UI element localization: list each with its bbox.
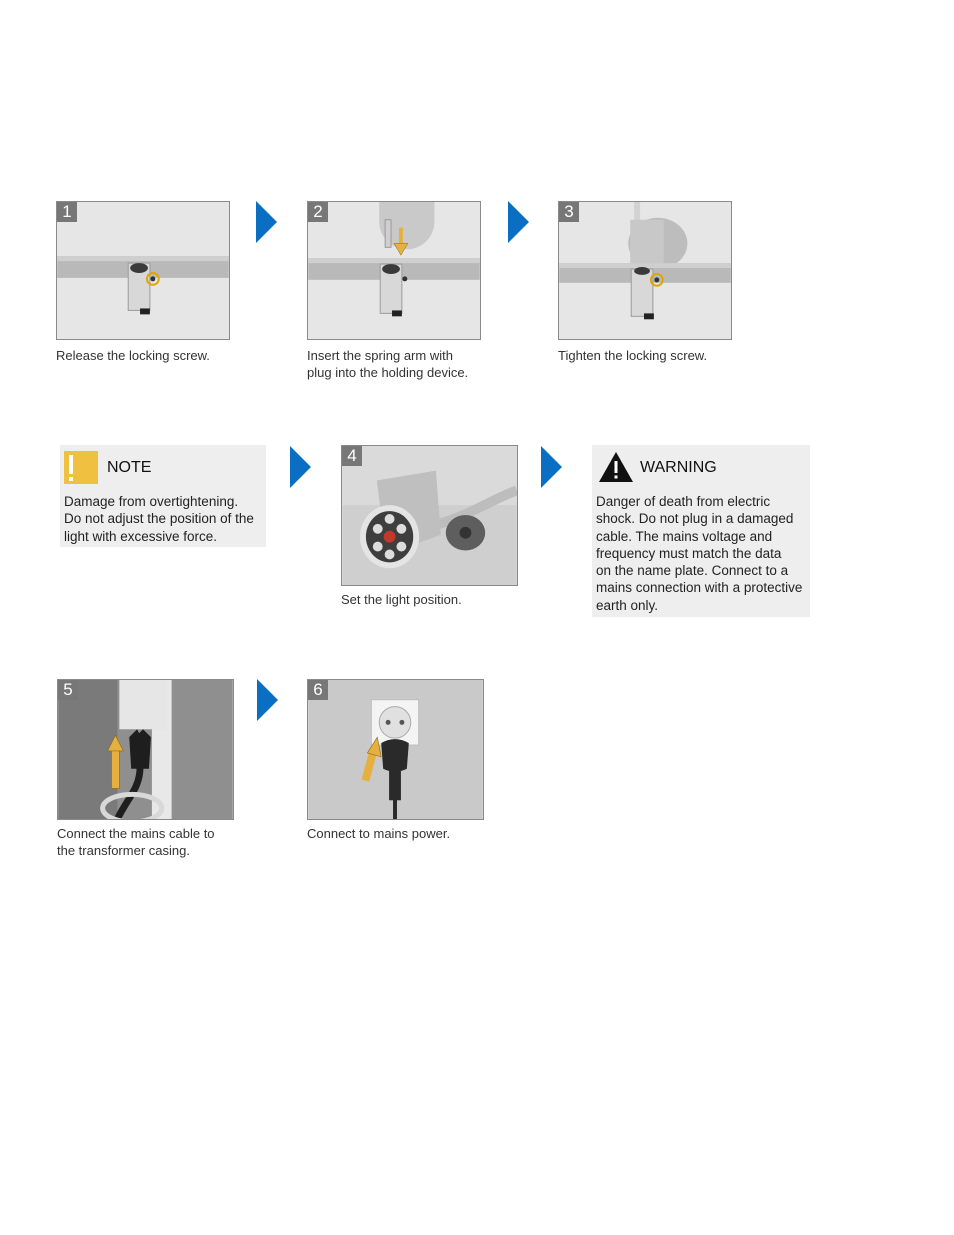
caption-line: the transformer casing. — [57, 843, 190, 858]
next-step-arrow — [257, 679, 278, 721]
warning-line: shock. Do not plug in a damaged — [596, 511, 794, 527]
step-6-image — [307, 679, 484, 820]
caption-line: Connect the mains cable to — [57, 826, 215, 841]
step-4-image — [341, 445, 518, 586]
warning-triangle-icon — [598, 451, 634, 483]
step-5-caption — [57, 825, 215, 859]
step-5-image — [57, 679, 234, 820]
light-head-illustration — [342, 446, 517, 585]
step-6-caption: Connect to mains power. — [307, 826, 451, 841]
caption-line: plug into the holding device. — [307, 365, 469, 380]
step-number: 5 — [58, 680, 78, 700]
caption-line: Insert the spring arm with — [307, 348, 453, 363]
warning-line: cable. The mains voltage and — [596, 528, 773, 544]
note-text — [64, 493, 268, 545]
transformer-cable-illustration — [58, 680, 233, 819]
note-box — [60, 445, 266, 547]
next-step-arrow — [508, 201, 529, 243]
note-title: NOTE — [107, 459, 152, 476]
warning-line: on the name plate. Connect to a — [596, 563, 789, 579]
step-3-image — [558, 201, 732, 340]
warning-line: mains connection with a protective — [596, 580, 803, 596]
step-1-image — [56, 201, 230, 340]
step-number: 1 — [57, 202, 77, 222]
step-1-caption: Release the locking screw. — [56, 348, 210, 363]
warning-text — [596, 493, 810, 614]
mains-socket-illustration — [308, 680, 483, 819]
step-number: 3 — [559, 202, 579, 222]
warning-line: Danger of death from electric — [596, 494, 771, 509]
next-step-arrow — [290, 446, 311, 488]
insert-spring-arm-illustration — [308, 202, 480, 339]
warning-title: WARNING — [640, 459, 717, 476]
note-line: Damage from overtightening. — [64, 494, 239, 509]
step-2-caption — [307, 347, 468, 381]
next-step-arrow — [541, 446, 562, 488]
holding-device-illustration — [57, 202, 229, 339]
note-icon — [64, 451, 98, 484]
step-2-image — [307, 201, 481, 340]
warning-line: frequency must match the data — [596, 545, 782, 561]
warning-line: earth only. — [596, 597, 659, 613]
step-number: 2 — [308, 202, 328, 222]
tighten-screw-illustration — [559, 202, 731, 339]
next-step-arrow — [256, 201, 277, 243]
step-number: 4 — [342, 446, 362, 466]
step-number: 6 — [308, 680, 328, 700]
warning-box — [592, 445, 810, 617]
step-3-caption: Tighten the locking screw. — [558, 348, 708, 363]
note-line: Do not adjust the position of the — [64, 511, 254, 527]
note-line: light with excessive force. — [64, 528, 218, 544]
step-4-caption: Set the light position. — [341, 592, 462, 607]
